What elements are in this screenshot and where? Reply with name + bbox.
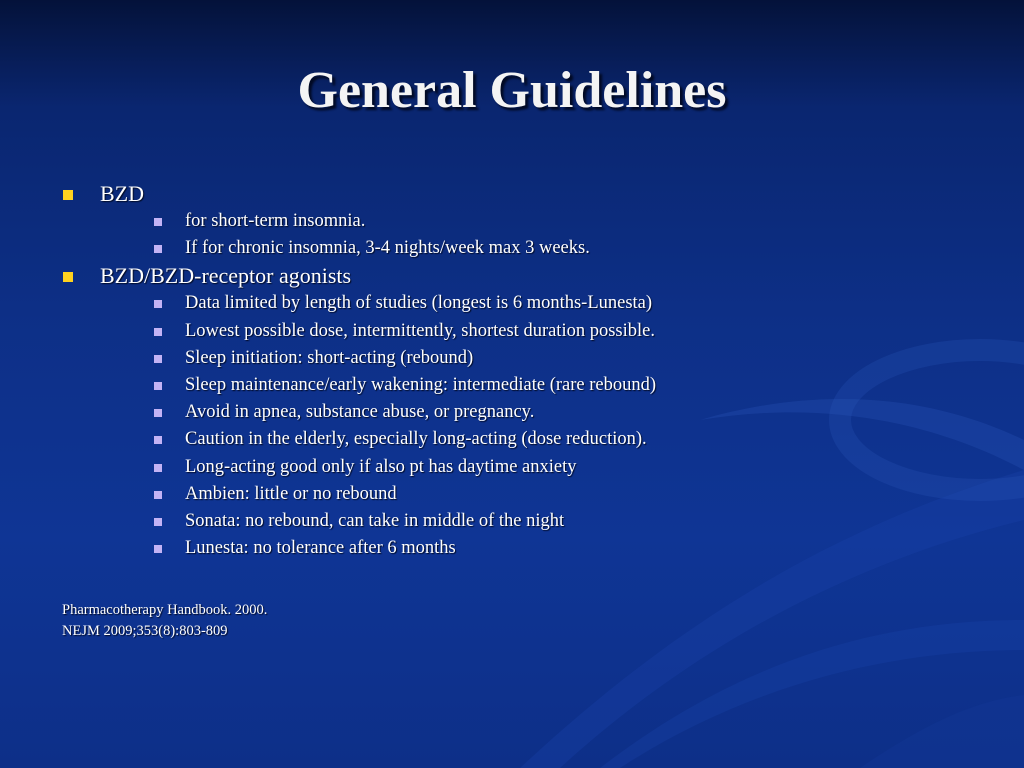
reference-line: Pharmacotherapy Handbook. 2000. (62, 602, 268, 618)
sub-bullet: Sleep initiation: short-acting (rebound) (100, 345, 960, 372)
sub-bullet-list (100, 290, 960, 562)
sub-bullet: Sonata: no rebound, can take in middle of the night (100, 508, 960, 535)
lavender-square-bullet-icon (154, 436, 162, 444)
sub-bullet: Avoid in apnea, substance abuse, or pregnancy. (100, 399, 960, 426)
lavender-square-bullet-icon (154, 518, 162, 526)
sub-bullet: for short-term insomnia. (100, 208, 960, 235)
yellow-square-bullet-icon (63, 272, 73, 282)
bullet-list (60, 180, 960, 562)
slide-title: General Guidelines (297, 62, 727, 119)
lavender-square-bullet-icon (154, 409, 162, 417)
bullet-heading: BZD/BZD-receptor agonists (100, 263, 352, 289)
lavender-square-bullet-icon (154, 545, 162, 553)
reference-line: NEJM 2009;353(8):803-809 (62, 623, 228, 639)
sub-bullet: Lunesta: no tolerance after 6 months (100, 535, 960, 562)
lavender-square-bullet-icon (154, 355, 162, 363)
bullet-bzd (60, 180, 960, 262)
lavender-square-bullet-icon (154, 328, 162, 336)
yellow-square-bullet-icon (63, 190, 73, 200)
lavender-square-bullet-icon (154, 218, 162, 226)
sub-bullet: Lowest possible dose, intermittently, shortest duration possible. (100, 318, 960, 345)
lavender-square-bullet-icon (154, 382, 162, 390)
sub-bullet: Caution in the elderly, especially long-acting (dose reduction). (100, 426, 960, 453)
references (62, 600, 267, 642)
lavender-square-bullet-icon (154, 300, 162, 308)
sub-bullet: If for chronic insomnia, 3-4 nights/week max 3 weeks. (100, 235, 960, 262)
sub-bullet: Sleep maintenance/early wakening: intermediate (rare rebound) (100, 372, 960, 399)
bullet-heading: BZD (100, 181, 144, 206)
sub-bullet: Long-acting good only if also pt has daytime anxiety (100, 454, 960, 481)
lavender-square-bullet-icon (154, 245, 162, 253)
lavender-square-bullet-icon (154, 464, 162, 472)
sub-bullet: Data limited by length of studies (longest is 6 months-Lunesta) (100, 290, 960, 317)
lavender-square-bullet-icon (154, 491, 162, 499)
slide-body (60, 180, 960, 562)
bullet-bzd-receptor-agonists (60, 262, 960, 562)
sub-bullet-list (100, 208, 960, 262)
sub-bullet: Ambien: little or no rebound (100, 481, 960, 508)
